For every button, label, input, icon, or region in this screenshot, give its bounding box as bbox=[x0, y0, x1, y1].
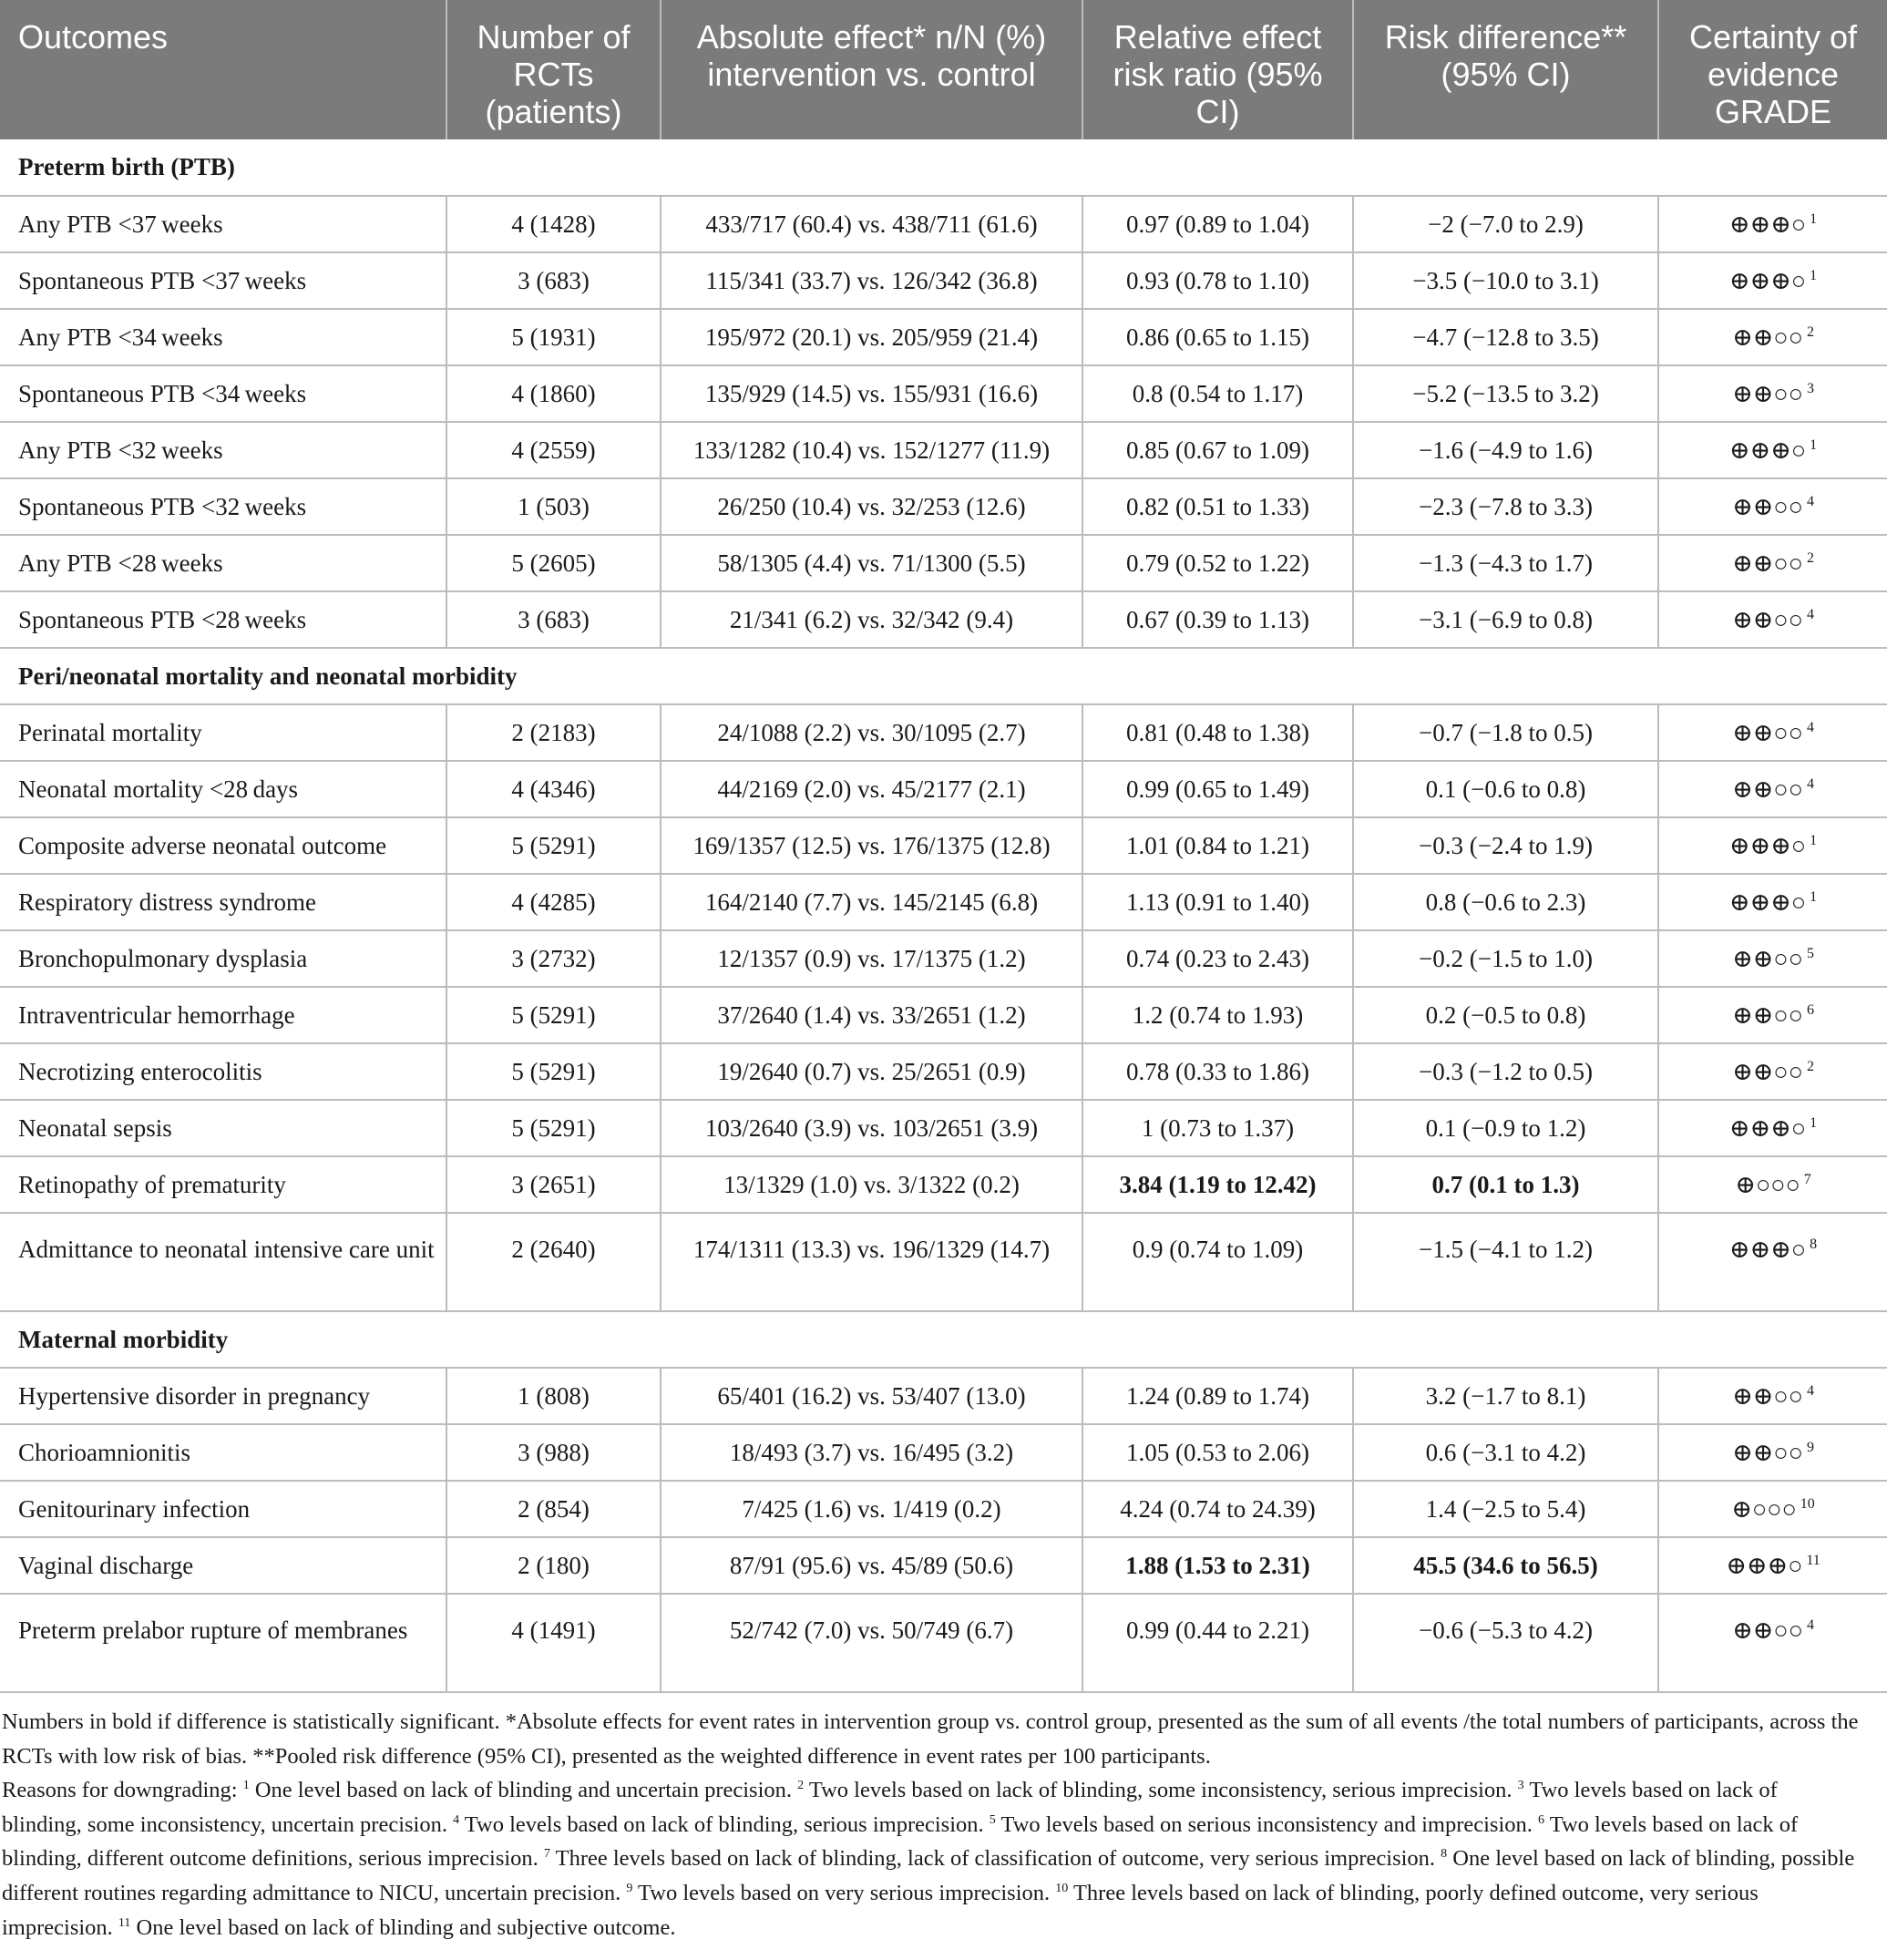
outcome-cell: Admittance to neonatal intensive care unit bbox=[0, 1213, 446, 1311]
rcts-cell: 4 (1491) bbox=[446, 1594, 661, 1692]
grade-symbols: ⊕○○○ bbox=[1735, 1170, 1800, 1198]
risk-ratio-cell: 0.86 (0.65 to 1.15) bbox=[1082, 309, 1353, 365]
grade-symbols: ⊕⊕⊕○ bbox=[1728, 266, 1807, 294]
outcome-cell: Respiratory distress syndrome bbox=[0, 874, 446, 930]
grade-symbols: ⊕⊕○○ bbox=[1732, 1057, 1803, 1085]
header-number-of-rcts: Number of RCTs (patients) bbox=[446, 0, 661, 139]
grade-cell bbox=[1658, 1100, 1887, 1156]
rcts-cell: 1 (808) bbox=[446, 1368, 661, 1424]
absolute-effect-cell: 24/1088 (2.2) vs. 30/1095 (2.7) bbox=[661, 704, 1082, 761]
table-row bbox=[0, 309, 1887, 365]
reason-text: Two levels based on serious inconsistency and imprecision. bbox=[1000, 1811, 1533, 1837]
risk-difference-cell: −0.6 (−5.3 to 4.2) bbox=[1353, 1594, 1658, 1692]
rcts-cell: 4 (1428) bbox=[446, 196, 661, 252]
reason-number: 10 bbox=[1055, 1881, 1069, 1895]
table-row bbox=[0, 252, 1887, 309]
grade-symbols: ⊕⊕○○ bbox=[1732, 549, 1803, 577]
grade-footnote-marker: 9 bbox=[1806, 1439, 1814, 1455]
section-title: Peri/neonatal mortality and neonatal morbidity bbox=[0, 648, 1887, 704]
grade-footnote-marker: 10 bbox=[1800, 1495, 1815, 1512]
rcts-cell: 4 (1860) bbox=[446, 365, 661, 422]
grade-footnote-marker: 1 bbox=[1810, 436, 1818, 453]
absolute-effect-cell: 52/742 (7.0) vs. 50/749 (6.7) bbox=[661, 1594, 1082, 1692]
risk-ratio-cell: 3.84 (1.19 to 12.42) bbox=[1082, 1156, 1353, 1213]
grade-cell bbox=[1658, 1213, 1887, 1311]
rcts-cell: 3 (683) bbox=[446, 252, 661, 309]
grade-footnote-marker: 5 bbox=[1806, 945, 1814, 961]
risk-ratio-cell: 0.81 (0.48 to 1.38) bbox=[1082, 704, 1353, 761]
rcts-cell: 3 (683) bbox=[446, 591, 661, 648]
section-title: Preterm birth (PTB) bbox=[0, 139, 1887, 196]
grade-symbols: ⊕⊕⊕○ bbox=[1728, 831, 1807, 859]
reason-text: Two levels based on very serious imprecision. bbox=[638, 1880, 1051, 1905]
absolute-effect-cell: 19/2640 (0.7) vs. 25/2651 (0.9) bbox=[661, 1043, 1082, 1100]
grade-footnote-marker: 2 bbox=[1806, 549, 1814, 566]
table-row bbox=[0, 761, 1887, 817]
outcome-cell: Vaginal discharge bbox=[0, 1537, 446, 1594]
footnote-significance-note: Numbers in bold if difference is statistically significant. *Absolute effects for event rates in intervention group vs. control group, presented as the sum of all events /the total numbers of participants, across the RCTs with low risk of bias. **Pooled risk difference (95% CI), presented as the weighted difference in event rates per 100 participants. bbox=[2, 1709, 1859, 1769]
section-title: Maternal morbidity bbox=[0, 1311, 1887, 1368]
reason-number: 1 bbox=[242, 1779, 250, 1793]
rcts-cell: 5 (5291) bbox=[446, 817, 661, 874]
grade-footnote-marker: 6 bbox=[1806, 1001, 1814, 1018]
grade-footnote-marker: 4 bbox=[1806, 775, 1814, 792]
risk-ratio-cell: 1.01 (0.84 to 1.21) bbox=[1082, 817, 1353, 874]
risk-ratio-cell: 0.85 (0.67 to 1.09) bbox=[1082, 422, 1353, 478]
outcome-cell: Spontaneous PTB <34 weeks bbox=[0, 365, 446, 422]
grade-symbols: ⊕⊕○○ bbox=[1732, 492, 1803, 520]
grade-footnote-marker: 4 bbox=[1806, 1617, 1814, 1633]
table-row bbox=[0, 874, 1887, 930]
risk-difference-cell: 1.4 (−2.5 to 5.4) bbox=[1353, 1481, 1658, 1537]
risk-ratio-cell: 1.2 (0.74 to 1.93) bbox=[1082, 987, 1353, 1043]
outcome-cell: Intraventricular hemorrhage bbox=[0, 987, 446, 1043]
risk-difference-cell: 0.1 (−0.6 to 0.8) bbox=[1353, 761, 1658, 817]
grade-cell bbox=[1658, 1424, 1887, 1481]
grade-cell bbox=[1658, 1594, 1887, 1692]
reason-number: 4 bbox=[453, 1812, 460, 1827]
table-body bbox=[0, 139, 1887, 1692]
header-outcomes: Outcomes bbox=[0, 0, 446, 139]
grade-cell bbox=[1658, 817, 1887, 874]
header-absolute-effect: Absolute effect* n/N (%) intervention vs. control bbox=[661, 0, 1082, 139]
section-row bbox=[0, 1311, 1887, 1368]
outcome-cell: Genitourinary infection bbox=[0, 1481, 446, 1537]
outcome-cell: Spontaneous PTB <28 weeks bbox=[0, 591, 446, 648]
rcts-cell: 3 (2732) bbox=[446, 930, 661, 987]
risk-difference-cell: 45.5 (34.6 to 56.5) bbox=[1353, 1537, 1658, 1594]
risk-difference-cell: −0.3 (−2.4 to 1.9) bbox=[1353, 817, 1658, 874]
rcts-cell: 5 (5291) bbox=[446, 1100, 661, 1156]
grade-cell bbox=[1658, 252, 1887, 309]
grade-cell bbox=[1658, 1043, 1887, 1100]
risk-ratio-cell: 1 (0.73 to 1.37) bbox=[1082, 1100, 1353, 1156]
grade-symbols: ⊕⊕○○ bbox=[1732, 1381, 1803, 1410]
risk-ratio-cell: 0.74 (0.23 to 2.43) bbox=[1082, 930, 1353, 987]
rcts-cell: 4 (4346) bbox=[446, 761, 661, 817]
rcts-cell: 2 (854) bbox=[446, 1481, 661, 1537]
outcome-cell: Neonatal sepsis bbox=[0, 1100, 446, 1156]
outcome-cell: Composite adverse neonatal outcome bbox=[0, 817, 446, 874]
risk-difference-cell: 0.6 (−3.1 to 4.2) bbox=[1353, 1424, 1658, 1481]
header-certainty-of-evidence: Certainty of evidence GRADE bbox=[1658, 0, 1887, 139]
reason-text: Two levels based on lack of blinding, some inconsistency, uncertain precision. bbox=[2, 1778, 1778, 1837]
risk-difference-cell: 0.2 (−0.5 to 0.8) bbox=[1353, 987, 1658, 1043]
reason-number: 2 bbox=[797, 1779, 805, 1793]
risk-ratio-cell: 0.9 (0.74 to 1.09) bbox=[1082, 1213, 1353, 1311]
risk-difference-cell: −5.2 (−13.5 to 3.2) bbox=[1353, 365, 1658, 422]
rcts-cell: 2 (180) bbox=[446, 1537, 661, 1594]
risk-difference-cell: 0.7 (0.1 to 1.3) bbox=[1353, 1156, 1658, 1213]
grade-cell bbox=[1658, 1537, 1887, 1594]
grade-cell bbox=[1658, 1481, 1887, 1537]
risk-difference-cell: −0.2 (−1.5 to 1.0) bbox=[1353, 930, 1658, 987]
table-row bbox=[0, 987, 1887, 1043]
grade-cell bbox=[1658, 1156, 1887, 1213]
grade-footnote-marker: 8 bbox=[1810, 1237, 1818, 1252]
footnote-downgrading-reasons bbox=[2, 1773, 1861, 1945]
absolute-effect-cell: 18/493 (3.7) vs. 16/495 (3.2) bbox=[661, 1424, 1082, 1481]
table-row bbox=[0, 422, 1887, 478]
absolute-effect-cell: 7/425 (1.6) vs. 1/419 (0.2) bbox=[661, 1481, 1082, 1537]
reason-number: 11 bbox=[118, 1915, 131, 1930]
grade-cell bbox=[1658, 591, 1887, 648]
grade-footnote-marker: 4 bbox=[1806, 493, 1814, 509]
grade-footnote-marker: 3 bbox=[1806, 380, 1814, 396]
rcts-cell: 5 (1931) bbox=[446, 309, 661, 365]
table-row bbox=[0, 478, 1887, 535]
outcome-cell: Bronchopulmonary dysplasia bbox=[0, 930, 446, 987]
reason-text: One level based on lack of blinding, possible different routines regarding admittance to NICU, uncertain precision. bbox=[2, 1846, 1855, 1905]
grade-cell bbox=[1658, 761, 1887, 817]
grade-symbols: ⊕⊕○○ bbox=[1732, 718, 1803, 746]
risk-ratio-cell: 0.78 (0.33 to 1.86) bbox=[1082, 1043, 1353, 1100]
outcome-cell: Perinatal mortality bbox=[0, 704, 446, 761]
outcome-cell: Spontaneous PTB <37 weeks bbox=[0, 252, 446, 309]
absolute-effect-cell: 164/2140 (7.7) vs. 145/2145 (6.8) bbox=[661, 874, 1082, 930]
section-row bbox=[0, 648, 1887, 704]
outcome-cell: Any PTB <34 weeks bbox=[0, 309, 446, 365]
grade-symbols: ⊕⊕○○ bbox=[1732, 1616, 1803, 1644]
table-row bbox=[0, 1043, 1887, 1100]
rcts-cell: 5 (2605) bbox=[446, 535, 661, 591]
risk-ratio-cell: 1.13 (0.91 to 1.40) bbox=[1082, 874, 1353, 930]
absolute-effect-cell: 37/2640 (1.4) vs. 33/2651 (1.2) bbox=[661, 987, 1082, 1043]
reason-number: 5 bbox=[989, 1812, 996, 1827]
grade-symbols: ⊕⊕○○ bbox=[1732, 775, 1803, 803]
table-header bbox=[0, 0, 1887, 139]
table-row bbox=[0, 1594, 1887, 1692]
reason-text: Two levels based on lack of blinding, serious imprecision. bbox=[464, 1811, 984, 1837]
reasons-label: Reasons for downgrading: bbox=[2, 1778, 238, 1803]
table-row bbox=[0, 817, 1887, 874]
risk-difference-cell: −1.6 (−4.9 to 1.6) bbox=[1353, 422, 1658, 478]
risk-ratio-cell: 4.24 (0.74 to 24.39) bbox=[1082, 1481, 1353, 1537]
risk-difference-cell: 0.1 (−0.9 to 1.2) bbox=[1353, 1100, 1658, 1156]
risk-ratio-cell: 0.79 (0.52 to 1.22) bbox=[1082, 535, 1353, 591]
reason-number: 6 bbox=[1538, 1812, 1545, 1827]
risk-difference-cell: 0.8 (−0.6 to 2.3) bbox=[1353, 874, 1658, 930]
grade-cell bbox=[1658, 1368, 1887, 1424]
absolute-effect-cell: 433/717 (60.4) vs. 438/711 (61.6) bbox=[661, 196, 1082, 252]
rcts-cell: 4 (4285) bbox=[446, 874, 661, 930]
absolute-effect-cell: 13/1329 (1.0) vs. 3/1322 (0.2) bbox=[661, 1156, 1082, 1213]
grade-symbols: ⊕⊕⊕○ bbox=[1726, 1551, 1803, 1579]
risk-ratio-cell: 0.93 (0.78 to 1.10) bbox=[1082, 252, 1353, 309]
rcts-cell: 1 (503) bbox=[446, 478, 661, 535]
table-row bbox=[0, 1156, 1887, 1213]
risk-ratio-cell: 1.88 (1.53 to 2.31) bbox=[1082, 1537, 1353, 1594]
risk-difference-cell: −2.3 (−7.8 to 3.3) bbox=[1353, 478, 1658, 535]
reason-text: One level based on lack of blinding and uncertain precision. bbox=[254, 1778, 793, 1803]
outcome-cell: Any PTB <28 weeks bbox=[0, 535, 446, 591]
risk-difference-cell: 3.2 (−1.7 to 8.1) bbox=[1353, 1368, 1658, 1424]
table-row bbox=[0, 1481, 1887, 1537]
reason-text: Two levels based on lack of blinding, different outcome definitions, serious imprecision. bbox=[2, 1811, 1799, 1872]
table-row bbox=[0, 930, 1887, 987]
grade-cell bbox=[1658, 704, 1887, 761]
risk-ratio-cell: 0.8 (0.54 to 1.17) bbox=[1082, 365, 1353, 422]
absolute-effect-cell: 174/1311 (13.3) vs. 196/1329 (14.7) bbox=[661, 1213, 1082, 1311]
grade-cell bbox=[1658, 930, 1887, 987]
grade-cell bbox=[1658, 535, 1887, 591]
grade-footnote-marker: 7 bbox=[1803, 1171, 1811, 1187]
grade-cell bbox=[1658, 196, 1887, 252]
risk-ratio-cell: 0.99 (0.65 to 1.49) bbox=[1082, 761, 1353, 817]
outcome-cell: Chorioamnionitis bbox=[0, 1424, 446, 1481]
grade-footnote-marker: 1 bbox=[1810, 832, 1818, 848]
grade-footnote-marker: 1 bbox=[1810, 1114, 1818, 1131]
reason-text: Three levels based on lack of blinding, lack of classification of outcome, very serious imprecision. bbox=[555, 1846, 1436, 1872]
grade-symbols: ⊕⊕○○ bbox=[1732, 379, 1803, 407]
risk-difference-cell: −4.7 (−12.8 to 3.5) bbox=[1353, 309, 1658, 365]
rcts-cell: 4 (2559) bbox=[446, 422, 661, 478]
reason-text: Three levels based on lack of blinding, poorly defined outcome, very serious imprecision. bbox=[2, 1880, 1759, 1940]
risk-ratio-cell: 0.82 (0.51 to 1.33) bbox=[1082, 478, 1353, 535]
risk-difference-cell: −2 (−7.0 to 2.9) bbox=[1353, 196, 1658, 252]
absolute-effect-cell: 133/1282 (10.4) vs. 152/1277 (11.9) bbox=[661, 422, 1082, 478]
grade-footnote-marker: 4 bbox=[1806, 719, 1814, 735]
rcts-cell: 5 (5291) bbox=[446, 1043, 661, 1100]
grade-symbols: ⊕⊕○○ bbox=[1732, 1438, 1803, 1466]
absolute-effect-cell: 26/250 (10.4) vs. 32/253 (12.6) bbox=[661, 478, 1082, 535]
table-row bbox=[0, 1537, 1887, 1594]
risk-ratio-cell: 1.24 (0.89 to 1.74) bbox=[1082, 1368, 1353, 1424]
table-footnotes bbox=[0, 1705, 1861, 1945]
grade-symbols: ⊕⊕○○ bbox=[1732, 1001, 1803, 1029]
grade-symbols: ⊕○○○ bbox=[1731, 1494, 1797, 1523]
absolute-effect-cell: 21/341 (6.2) vs. 32/342 (9.4) bbox=[661, 591, 1082, 648]
grade-symbols: ⊕⊕⊕○ bbox=[1728, 210, 1807, 238]
absolute-effect-cell: 58/1305 (4.4) vs. 71/1300 (5.5) bbox=[661, 535, 1082, 591]
grade-symbols: ⊕⊕⊕○ bbox=[1728, 436, 1807, 464]
table-row bbox=[0, 1213, 1887, 1311]
table-row bbox=[0, 591, 1887, 648]
header-relative-effect: Relative effect risk ratio (95% CI) bbox=[1082, 0, 1353, 139]
grade-footnote-marker: 2 bbox=[1806, 1058, 1814, 1074]
risk-difference-cell: −3.1 (−6.9 to 0.8) bbox=[1353, 591, 1658, 648]
risk-difference-cell: −3.5 (−10.0 to 3.1) bbox=[1353, 252, 1658, 309]
table-row bbox=[0, 704, 1887, 761]
absolute-effect-cell: 87/91 (95.6) vs. 45/89 (50.6) bbox=[661, 1537, 1082, 1594]
table-row bbox=[0, 1424, 1887, 1481]
section-row bbox=[0, 139, 1887, 196]
reason-number: 7 bbox=[543, 1847, 550, 1862]
risk-ratio-cell: 0.97 (0.89 to 1.04) bbox=[1082, 196, 1353, 252]
outcome-cell: Preterm prelabor rupture of membranes bbox=[0, 1594, 446, 1692]
risk-difference-cell: −0.3 (−1.2 to 0.5) bbox=[1353, 1043, 1658, 1100]
absolute-effect-cell: 65/401 (16.2) vs. 53/407 (13.0) bbox=[661, 1368, 1082, 1424]
grade-cell bbox=[1658, 478, 1887, 535]
grade-footnote-marker: 2 bbox=[1806, 323, 1814, 340]
table-row bbox=[0, 365, 1887, 422]
header-row bbox=[0, 0, 1887, 139]
table-row bbox=[0, 196, 1887, 252]
risk-difference-cell: −1.5 (−4.1 to 1.2) bbox=[1353, 1213, 1658, 1311]
outcome-cell: Any PTB <37 weeks bbox=[0, 196, 446, 252]
reason-text: Two levels based on lack of blinding, some inconsistency, serious imprecision. bbox=[808, 1778, 1513, 1803]
absolute-effect-cell: 169/1357 (12.5) vs. 176/1375 (12.8) bbox=[661, 817, 1082, 874]
grade-footnote-marker: 4 bbox=[1806, 1382, 1814, 1399]
grade-cell bbox=[1658, 309, 1887, 365]
risk-difference-cell: −0.7 (−1.8 to 0.5) bbox=[1353, 704, 1658, 761]
absolute-effect-cell: 115/341 (33.7) vs. 126/342 (36.8) bbox=[661, 252, 1082, 309]
grade-cell bbox=[1658, 365, 1887, 422]
grade-symbols: ⊕⊕⊕○ bbox=[1728, 1236, 1807, 1263]
outcome-cell: Hypertensive disorder in pregnancy bbox=[0, 1368, 446, 1424]
outcome-cell: Retinopathy of prematurity bbox=[0, 1156, 446, 1213]
reason-text: One level based on lack of blinding and subjective outcome. bbox=[136, 1914, 676, 1940]
absolute-effect-cell: 44/2169 (2.0) vs. 45/2177 (2.1) bbox=[661, 761, 1082, 817]
absolute-effect-cell: 135/929 (14.5) vs. 155/931 (16.6) bbox=[661, 365, 1082, 422]
grade-footnote-marker: 11 bbox=[1806, 1552, 1820, 1568]
absolute-effect-cell: 103/2640 (3.9) vs. 103/2651 (3.9) bbox=[661, 1100, 1082, 1156]
risk-ratio-cell: 1.05 (0.53 to 2.06) bbox=[1082, 1424, 1353, 1481]
rcts-cell: 2 (2640) bbox=[446, 1213, 661, 1311]
grade-symbols: ⊕⊕⊕○ bbox=[1728, 888, 1807, 916]
reason-number: 9 bbox=[626, 1881, 633, 1895]
grade-footnote-marker: 1 bbox=[1810, 267, 1818, 283]
table-row bbox=[0, 1368, 1887, 1424]
outcome-cell: Any PTB <32 weeks bbox=[0, 422, 446, 478]
rcts-cell: 5 (5291) bbox=[446, 987, 661, 1043]
grade-symbols: ⊕⊕○○ bbox=[1732, 323, 1803, 351]
grade-cell bbox=[1658, 874, 1887, 930]
risk-difference-cell: −1.3 (−4.3 to 1.7) bbox=[1353, 535, 1658, 591]
reason-number: 8 bbox=[1441, 1847, 1448, 1862]
grade-footnote-marker: 4 bbox=[1806, 606, 1814, 622]
table-row bbox=[0, 1100, 1887, 1156]
rcts-cell: 3 (988) bbox=[446, 1424, 661, 1481]
outcome-cell: Spontaneous PTB <32 weeks bbox=[0, 478, 446, 535]
outcome-cell: Neonatal mortality <28 days bbox=[0, 761, 446, 817]
grade-footnote-marker: 1 bbox=[1810, 888, 1818, 905]
table-row bbox=[0, 535, 1887, 591]
grade-symbols: ⊕⊕○○ bbox=[1732, 605, 1803, 633]
absolute-effect-cell: 12/1357 (0.9) vs. 17/1375 (1.2) bbox=[661, 930, 1082, 987]
risk-ratio-cell: 0.99 (0.44 to 2.21) bbox=[1082, 1594, 1353, 1692]
rcts-cell: 2 (2183) bbox=[446, 704, 661, 761]
absolute-effect-cell: 195/972 (20.1) vs. 205/959 (21.4) bbox=[661, 309, 1082, 365]
outcome-cell: Necrotizing enterocolitis bbox=[0, 1043, 446, 1100]
grade-cell bbox=[1658, 987, 1887, 1043]
rcts-cell: 3 (2651) bbox=[446, 1156, 661, 1213]
risk-ratio-cell: 0.67 (0.39 to 1.13) bbox=[1082, 591, 1353, 648]
grade-footnote-marker: 1 bbox=[1810, 210, 1818, 227]
grade-cell bbox=[1658, 422, 1887, 478]
grade-symbols: ⊕⊕⊕○ bbox=[1728, 1113, 1807, 1142]
header-risk-difference: Risk difference** (95% CI) bbox=[1353, 0, 1658, 139]
reason-number: 3 bbox=[1517, 1779, 1524, 1793]
grade-symbols: ⊕⊕○○ bbox=[1732, 944, 1803, 972]
